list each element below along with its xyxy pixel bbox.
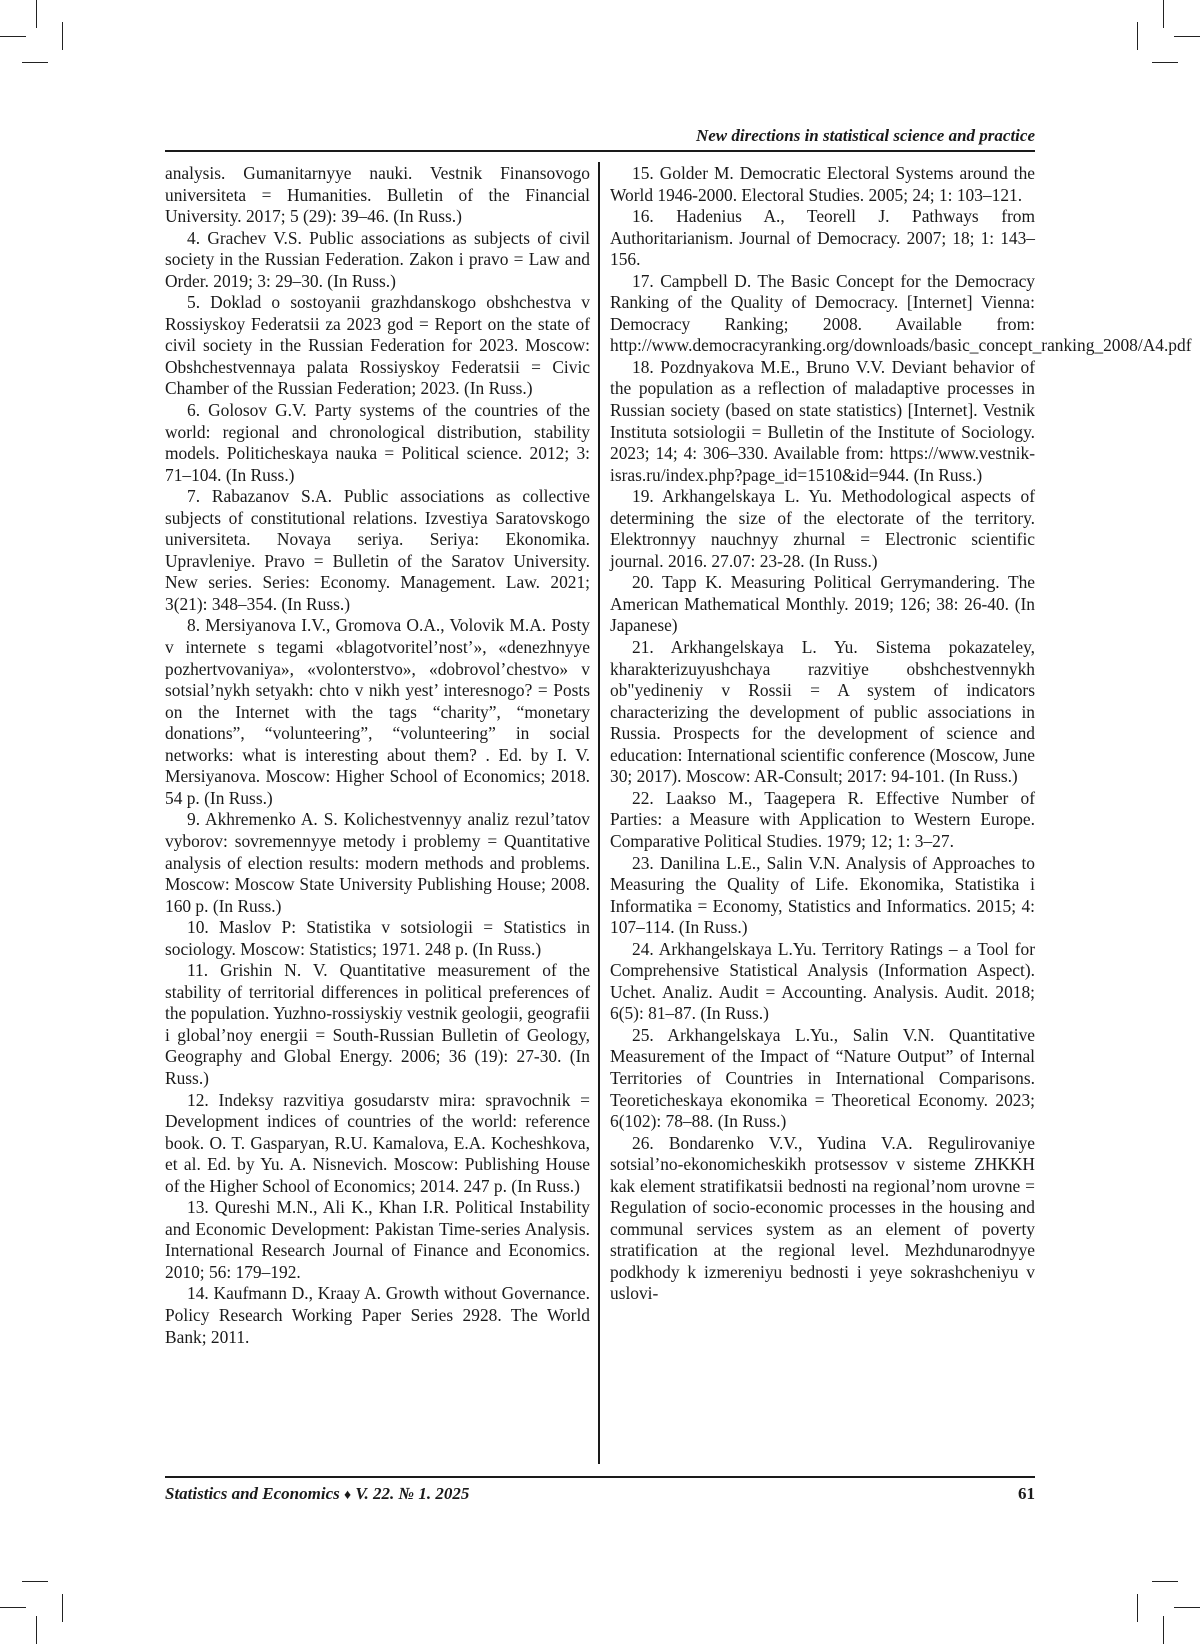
- reference-item: 12. Indeksy razvitiya gosudarstv mira: spravochnik = Development indices of countries of the world: reference book. O. T. Gasparyan, R.U. Kamalova, E.A. Kocheshkova, et al. Ed. by Yu. A. Nisnevich. Moscow: Publishing House of the Higher School of Economics; 2014. 247 p. (In Russ.): [165, 1089, 590, 1196]
- reference-item: 11. Grishin N. V. Quantitative measurement of the stability of territorial differences in political preferences of the population. Yuzhno-rossiyskiy vestnik geologii, geografii i global’noy energii = South-Russian Bulletin of Geology, Geography and Global Energy. 2006; 36 (19): 27-30. (In Russ.): [165, 960, 590, 1088]
- crop-mark: [22, 1581, 48, 1582]
- crop-mark: [1174, 36, 1200, 37]
- crop-mark: [1174, 1607, 1200, 1608]
- crop-mark: [0, 1607, 26, 1608]
- crop-mark: [36, 0, 37, 28]
- reference-item: 22. Laakso M., Taagepera R. Effective Number of Parties: a Measure with Application to Western Europe. Comparative Political Studies. 1979; 12; 1: 3–27.: [610, 787, 1035, 851]
- reference-item: 9. Akhremenko A. S. Kolichestvennyy analiz rezul’tatov vyborov: sovremennyye metody i problemy = Quantitative analysis of election results: modern methods and problems. Moscow: Moscow State University Publishing House; 2008. 160 p. (In Russ.): [165, 809, 590, 916]
- column-divider: [598, 162, 600, 1464]
- page-number: 61: [1018, 1484, 1035, 1503]
- reference-item: 7. Rabazanov S.A. Public associations as collective subjects of constitutional relations. Izvestiya Saratovskogo universiteta. Novaya seriya. Seriya: Ekonomika. Upravleniye. Pravo = Bulletin of the Saratov University. New series. Series: Economy. Management. Law. 2021; 3(21): 348–354. (In Russ.): [165, 486, 590, 614]
- reference-item: 26. Bondarenko V.V., Yudina V.A. Regulirovaniye sotsial’no-ekonomicheskikh protsessov v sisteme ZHKKH kak element stratifikatsii bednosti na regional’nom urovne = Regulation of socio-economic processes in the housing and communal services system as an element of poverty stratification at the regional level. Mezhdunarodnyye podkhody k izmereniyu bednosti i yeye sokrashcheniyu v uslovi-: [610, 1132, 1035, 1304]
- crop-mark: [1152, 62, 1178, 63]
- reference-item: 14. Kaufmann D., Kraay A. Growth without Governance. Policy Research Working Paper Series 2928. The World Bank; 2011.: [165, 1283, 590, 1347]
- header-rule: [165, 150, 1035, 152]
- reference-item: 20. Tapp K. Measuring Political Gerrymandering. The American Mathematical Monthly. 2019; 126; 38: 26-40. (In Japanese): [610, 572, 1035, 636]
- reference-item: 25. Arkhangelskaya L.Yu., Salin V.N. Quantitative Measurement of the Impact of “Nature Output” of Internal Territories of Countries in International Comparisons. Teoreticheskaya ekonomika = Theoretical Economy. 2023; 6(102): 78–88. (In Russ.): [610, 1024, 1035, 1132]
- footer-rule: [165, 1476, 1035, 1478]
- reference-item: 4. Grachev V.S. Public associations as subjects of civil society in the Russian Federation. Zakon i pravo = Law and Order. 2019; 3: 29–30. (In Russ.): [165, 227, 590, 291]
- reference-item: 13. Qureshi M.N., Ali K., Khan I.R. Political Instability and Economic Development: Pakistan Time-series Analysis. International Research Journal of Finance and Economics. 2010; 56: 179–192.: [165, 1197, 590, 1282]
- crop-mark: [1137, 1594, 1138, 1622]
- crop-mark: [62, 1594, 63, 1622]
- running-title: New directions in statistical science and practice: [695, 126, 1035, 145]
- reference-item: 23. Danilina L.E., Salin V.N. Analysis of Approaches to Measuring the Quality of Life. Ekonomika, Statistika i Informatika = Economy, Statistics and Informatics. 2015; 4: 107–114. (In Russ.): [610, 852, 1035, 938]
- reference-item: 5. Doklad o sostoyanii grazhdanskogo obshchestva v Rossiyskoy Federatsii za 2023 god = Report on the state of civil society in the Russian Federation for 2023. Moscow: Obshchestvennaya palata Rossiyskoy Federatsii = Civic Chamber of the Russian Federation; 2023. (In Russ.): [165, 292, 590, 399]
- reference-item: 6. Golosov G.V. Party systems of the countries of the world: regional and chronological distribution, stability models. Politicheskaya nauka = Political science. 2012; 3: 71–104. (In Russ.): [165, 400, 590, 485]
- reference-item: 18. Pozdnyakova M.E., Bruno V.V. Deviant behavior of the population as a reflection of maladaptive processes in Russian society (based on state statistics) [Internet]. Vestnik Instituta sotsiologii = Bulletin of the Institute of Sociology. 2023; 14; 4: 306–330. Available from: https://www.vestnik-isras.ru/index.php?page_id=1510&id=944. (In Russ.): [610, 356, 1035, 485]
- reference-item: 24. Arkhangelskaya L.Yu. Territory Ratings – a Tool for Comprehensive Statistical Analysis (Information Aspect). Uchet. Analiz. Audit = Accounting. Analysis. Audit. 2018; 6(5): 81–87. (In Russ.): [610, 938, 1035, 1024]
- reference-item: 15. Golder M. Democratic Electoral Systems around the World 1946-2000. Electoral Studies. 2005; 24; 1: 103–121.: [610, 163, 1035, 205]
- reference-item: 17. Campbell D. The Basic Concept for the Democracy Ranking of the Quality of Democracy. [Internet] Vienna: Democracy Ranking; 2008. Available from: http://www.democracyranking.org/downloads/basic_concept_ranking_2008/A4.pdf: [610, 270, 1192, 356]
- reference-item: 10. Maslov P: Statistika v sotsiologii = Statistics in sociology. Moscow: Statistics; 1971. 248 p. (In Russ.): [165, 917, 590, 959]
- references-right-column: [610, 163, 1192, 1305]
- crop-mark: [1163, 1616, 1164, 1644]
- crop-mark: [1137, 22, 1138, 50]
- crop-mark: [22, 62, 48, 63]
- crop-mark: [1163, 0, 1164, 28]
- journal-name: Statistics and Economics: [165, 1484, 340, 1503]
- crop-mark: [1152, 1581, 1178, 1582]
- diamond-icon: ♦: [344, 1488, 352, 1503]
- crop-mark: [62, 22, 63, 50]
- reference-item: 8. Mersiyanova I.V., Gromova O.A., Volovik M.A. Posty v internete s tegami «blagotvoritel’nost’», «denezhnyye pozhertvovaniya», «volonterstvo», «dobrovol’chestvo» v sotsial’nykh setyakh: chto v nikh yest’ interesnogo? = Posts on the Internet with the tags “charity”, “monetary donations”, “volunteering”, “volunteering” in social networks: what is interesting about them? . Ed. by I. V. Mersiyanova. Moscow: Higher School of Economics; 2018. 54 p. (In Russ.): [165, 615, 590, 808]
- crop-mark: [0, 36, 26, 37]
- reference-item: 19. Arkhangelskaya L. Yu. Methodological aspects of determining the size of the electorate of the territory. Elektronnyy nauchnyy zhurnal = Electronic scientific journal. 2016. 27.07: 23-28. (In Russ.): [610, 486, 1035, 571]
- issue-info: V. 22. № 1. 2025: [355, 1484, 470, 1503]
- references-left-column: [165, 163, 590, 1348]
- reference-item: 21. Arkhangelskaya L. Yu. Sistema pokazateley, kharakterizuyushchaya razvitiye obshchestvennykh ob"yedineniy v Rossii = A system of indicators characterizing the development of public associations in Russia. Prospects for the development of science and education: International scientific conference (Moscow, June 30; 2017). Moscow: AR-Consult; 2017: 94-101. (In Russ.): [610, 637, 1035, 787]
- journal-footer: [165, 1484, 469, 1504]
- reference-item: 16. Hadenius A., Teorell J. Pathways from Authoritarianism. Journal of Democracy. 2007; 18; 1: 143–156.: [610, 206, 1035, 270]
- crop-mark: [36, 1616, 37, 1644]
- reference-item: analysis. Gumanitarnyye nauki. Vestnik Finansovogo universiteta = Humanities. Bulletin of the Financial University. 2017; 5 (29): 39–46. (In Russ.): [165, 163, 590, 227]
